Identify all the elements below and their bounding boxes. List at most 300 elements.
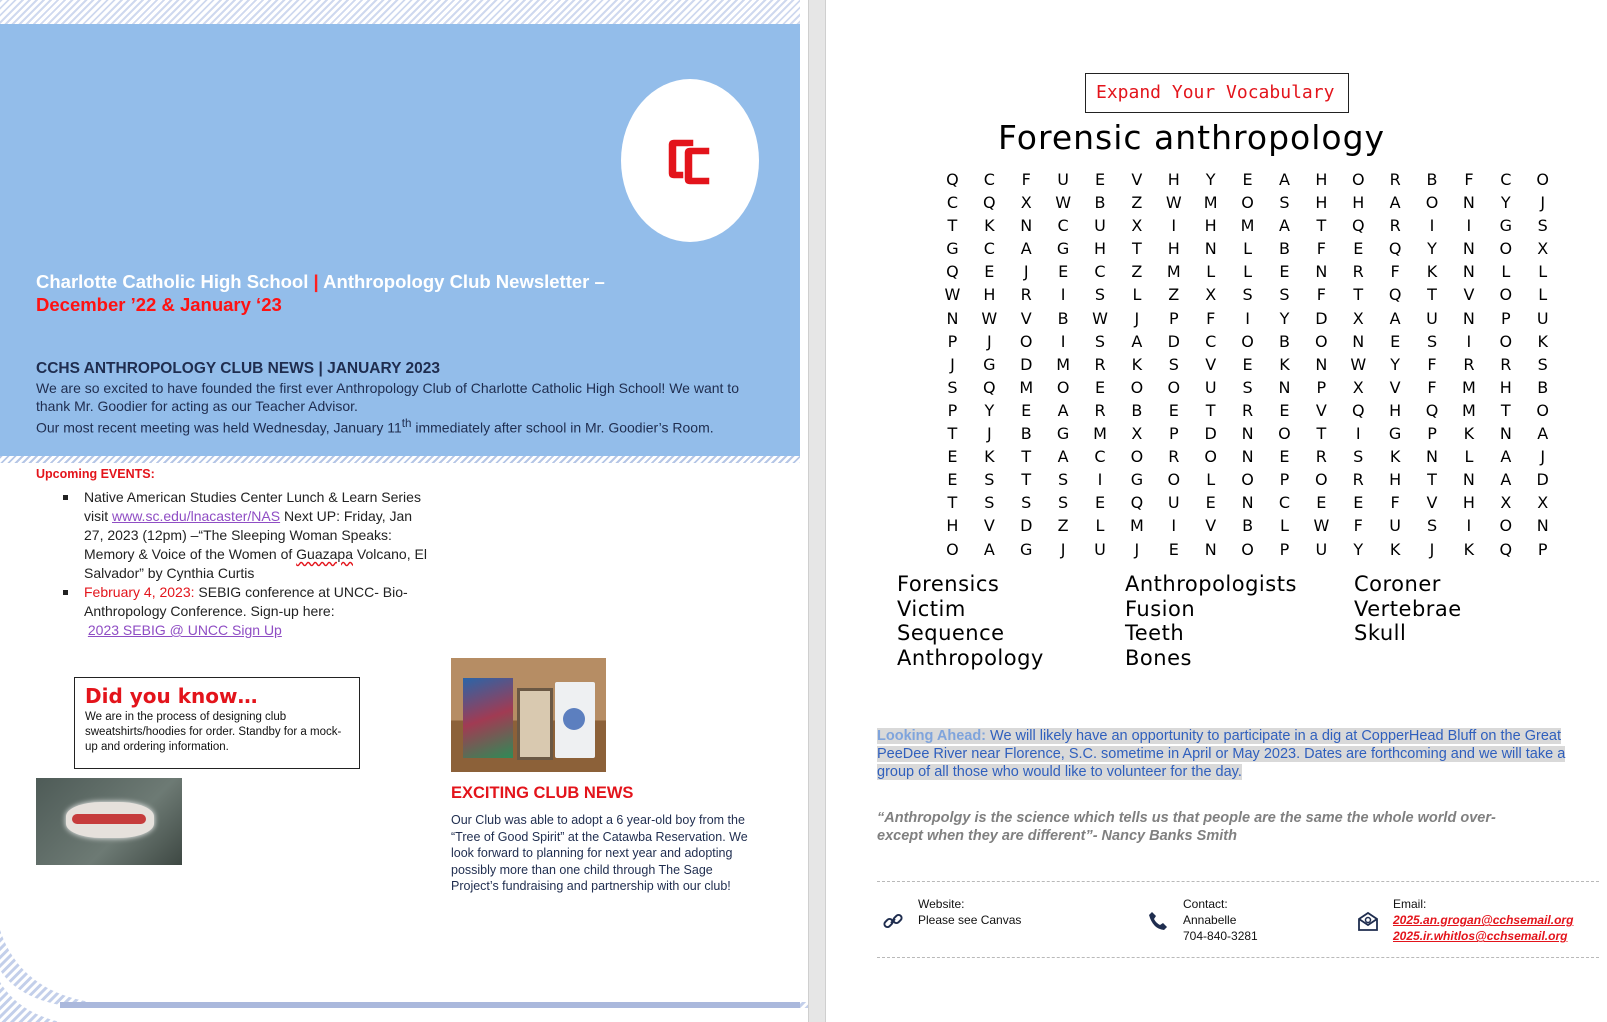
grid-letter: M	[1056, 354, 1071, 374]
grid-letter: O	[1019, 331, 1033, 351]
search-word: Victim	[897, 596, 966, 621]
grid-letter: C	[1205, 331, 1217, 351]
grid-letter: Q	[1499, 539, 1513, 559]
event-item-nasc	[60, 488, 430, 583]
grid-letter: N	[1241, 493, 1254, 513]
grid-letter: O	[1425, 193, 1439, 213]
grid-letter: I	[1171, 216, 1177, 236]
search-word: Bones	[1125, 645, 1192, 670]
grid-row	[934, 307, 1561, 330]
grid-letter: N	[1278, 377, 1291, 397]
grid-letter: M	[1462, 400, 1476, 420]
grid-letter: J	[986, 424, 992, 444]
grid-letter: V	[1426, 493, 1438, 513]
search-word: Anthropology	[897, 645, 1044, 670]
grid-letter: O	[1130, 447, 1144, 467]
grid-row	[934, 468, 1561, 491]
grid-letter: S	[1537, 354, 1548, 374]
grid-letter: E	[1353, 239, 1364, 259]
grid-letter: L	[1538, 262, 1548, 282]
club-news-paragraph-2	[36, 415, 776, 437]
grid-letter: Q	[983, 193, 996, 213]
exciting-news-body: Our Club was able to adopt a 6 year-old boy from the “Tree of Good Spirit” at the Catawba Reservation. We look forward to planning for next year and adopting possibly more than one child through The Sage Project’s fundraising and partnership with our club!	[451, 813, 748, 893]
grid-letter: O	[1536, 400, 1549, 420]
grid-letter: O	[1499, 516, 1513, 536]
hoodie-stripe	[72, 814, 146, 824]
grid-letter: P	[947, 331, 958, 351]
grid-letter: N	[1536, 516, 1549, 536]
grid-letter: R	[1315, 447, 1327, 467]
grid-letter: K	[1389, 447, 1401, 467]
grid-letter: I	[1171, 516, 1177, 536]
grid-letter: K	[1131, 354, 1143, 374]
grid-letter: L	[1464, 447, 1474, 467]
grid-letter: S	[1058, 470, 1069, 490]
grid-letter: B	[1131, 400, 1143, 420]
grid-letter: P	[1279, 470, 1290, 490]
club-news-body	[36, 380, 776, 437]
event-item-sebig	[60, 583, 430, 640]
search-word: Sequence	[897, 621, 1005, 645]
grid-letter: Q	[1425, 400, 1439, 420]
grid-letter: N	[1352, 331, 1365, 351]
ordinal-suffix: th	[401, 417, 412, 430]
grid-letter: O	[1499, 285, 1513, 305]
grid-letter: E	[1094, 170, 1106, 189]
grid-letter: P	[1168, 424, 1179, 444]
grid-letter: H	[1167, 170, 1180, 189]
grid-letter: X	[1500, 493, 1512, 513]
did-you-know-title: Did you know…	[85, 684, 258, 708]
grid-letter: K	[984, 447, 995, 467]
website-block	[918, 896, 1021, 928]
grid-letter: Y	[1353, 539, 1364, 559]
grid-letter: T	[1132, 239, 1142, 259]
grid-letter: Q	[1388, 239, 1402, 259]
grid-letter: X	[1131, 216, 1143, 236]
grid-letter: Q	[1130, 493, 1144, 513]
grid-letter: E	[1390, 331, 1401, 351]
grid-letter: Y	[1500, 193, 1511, 213]
grid-letter: H	[946, 516, 959, 536]
grid-letter: C	[1094, 262, 1106, 282]
grid-letter: S	[984, 470, 995, 490]
grid-letter: T	[1353, 285, 1364, 305]
grid-letter: I	[1466, 216, 1472, 236]
grid-letter: N	[1204, 239, 1217, 259]
grid-letter: J	[1060, 539, 1066, 559]
grid-letter: M	[1462, 377, 1476, 397]
grid-letter: V	[1205, 516, 1217, 536]
grid-letter: O	[1056, 377, 1070, 397]
grid-letter: B	[1094, 193, 1106, 213]
grid-letter: A	[1389, 193, 1401, 213]
grid-letter: K	[1537, 331, 1548, 351]
grid-letter: K	[1463, 539, 1475, 559]
grid-letter: K	[1389, 539, 1401, 559]
grid-letter: D	[1315, 308, 1328, 328]
grid-letter: N	[1462, 262, 1475, 282]
grid-letter: J	[1429, 539, 1435, 559]
mail-icon	[1357, 910, 1379, 932]
grid-letter: O	[1536, 170, 1549, 189]
grid-letter: F	[1427, 354, 1437, 374]
email-link-1[interactable]: 2025.an.grogan@cchsemail.org	[1393, 913, 1574, 927]
grid-letter: E	[1279, 400, 1290, 420]
grid-letter: N	[1315, 262, 1328, 282]
top-decor-stripe	[0, 0, 800, 24]
grid-letter: U	[1167, 493, 1180, 513]
grid-letter: F	[1353, 516, 1363, 536]
title-separator: |	[313, 271, 319, 292]
grid-letter: U	[1389, 516, 1401, 536]
grid-letter: E	[1279, 447, 1290, 467]
grid-letter: T	[947, 424, 958, 444]
grid-row	[934, 399, 1561, 422]
grid-letter: G	[1056, 424, 1070, 444]
grid-letter: C	[1278, 493, 1291, 513]
grid-letter: P	[1279, 539, 1290, 559]
grid-letter: H	[1352, 193, 1365, 213]
grid-letter: Y	[984, 400, 995, 420]
grid-letter: H	[1167, 239, 1180, 259]
grid-letter: E	[947, 447, 958, 467]
search-word: Vertebrae	[1354, 596, 1462, 621]
grid-letter: F	[1021, 170, 1031, 189]
email-label: Email:	[1393, 897, 1427, 911]
grid-letter: S	[947, 377, 958, 397]
grid-letter: W	[944, 285, 961, 305]
newsletter-title	[36, 270, 676, 316]
grid-letter: O	[1278, 424, 1291, 444]
grid-letter: C	[1057, 216, 1069, 236]
grid-letter: N	[1204, 539, 1217, 559]
school-name: Charlotte Catholic High School	[36, 271, 309, 292]
grid-letter: L	[1280, 516, 1289, 536]
grid-letter: S	[1242, 377, 1253, 397]
grid-letter: O	[1315, 470, 1328, 490]
grid-letter: I	[1097, 470, 1103, 490]
grid-letter: I	[1245, 308, 1250, 328]
page-gutter	[808, 0, 826, 1022]
grid-letter: K	[984, 216, 995, 236]
grid-row	[934, 237, 1561, 260]
grid-letter: Q	[1351, 400, 1365, 420]
sebig-signup-link[interactable]: 2023 SEBIG @ UNCC Sign Up	[87, 622, 282, 638]
grid-letter: F	[1464, 170, 1474, 189]
grid-letter: B	[1537, 377, 1549, 397]
grid-row	[934, 191, 1561, 214]
grid-letter: U	[1094, 216, 1106, 236]
grid-letter: U	[1057, 170, 1069, 189]
newsletter-dates: December ’22 & January ‘23	[36, 294, 282, 315]
cc-logo-icon	[664, 133, 716, 189]
grid-letter: O	[1499, 239, 1513, 259]
word-list-column-2	[1125, 572, 1297, 670]
grid-letter: Y	[1390, 354, 1401, 374]
grid-letter: X	[1537, 239, 1549, 259]
grid-letter: O	[1130, 377, 1144, 397]
grid-letter: I	[1466, 516, 1472, 536]
grid-letter: V	[1315, 400, 1327, 420]
grid-letter: N	[1241, 424, 1254, 444]
grid-letter: R	[1389, 216, 1401, 236]
grid-letter: A	[1500, 470, 1512, 490]
banner-edge-stripe	[0, 456, 800, 463]
grid-letter: I	[1429, 216, 1435, 236]
grid-letter: N	[1426, 447, 1438, 467]
grid-letter: I	[1060, 285, 1066, 305]
gift-bag	[555, 682, 595, 758]
meeting-text: Our most recent meeting was held Wednesday, January 11	[36, 419, 402, 436]
grid-letter: N	[1462, 193, 1475, 213]
grid-letter: C	[1500, 170, 1512, 189]
grid-letter: E	[1021, 400, 1032, 420]
search-word: Fusion	[1125, 596, 1196, 621]
grid-letter: I	[1466, 331, 1472, 351]
grid-letter: U	[1536, 308, 1549, 328]
did-you-know-box	[74, 677, 360, 769]
grid-letter: Q	[1351, 216, 1365, 236]
search-word: Teeth	[1125, 621, 1185, 645]
grid-letter: A	[1057, 447, 1069, 467]
club-news-heading: CCHS ANTHROPOLOGY CLUB NEWS | JANUARY 2023	[36, 360, 440, 377]
grid-letter: L	[1501, 262, 1511, 282]
grid-letter: U	[1315, 539, 1328, 559]
grid-letter: R	[1500, 354, 1512, 374]
grid-letter: Q	[946, 170, 959, 189]
grid-letter: O	[1499, 331, 1513, 351]
search-word: Anthropologists	[1125, 572, 1297, 596]
grid-letter: A	[1131, 331, 1143, 351]
hoodie-photo	[36, 778, 182, 865]
grid-letter: G	[983, 354, 996, 374]
grid-letter: B	[1020, 424, 1032, 444]
grid-letter: E	[1168, 400, 1179, 420]
grid-letter: O	[1315, 331, 1328, 351]
grid-letter: T	[1427, 470, 1437, 490]
grid-letter: J	[1134, 539, 1140, 559]
grid-letter: Z	[1131, 262, 1143, 282]
grid-letter: N	[1462, 239, 1475, 259]
grid-letter: X	[1352, 377, 1364, 397]
grid-letter: C	[983, 170, 995, 189]
grid-letter: E	[1168, 539, 1179, 559]
grid-letter: A	[1389, 308, 1401, 328]
grid-letter: R	[1389, 170, 1401, 189]
grid-letter: J	[1023, 262, 1029, 282]
grid-letter: O	[1167, 377, 1181, 397]
grid-letter: B	[1278, 331, 1290, 351]
grid-letter: H	[1204, 216, 1217, 236]
club-news-paragraph-1: We are so excited to have founded the first ever Anthropology Club of Charlotte Catholic High School! We want to thank Mr. Goodier for acting as our Teacher Advisor.	[36, 380, 739, 414]
grid-letter: L	[1206, 262, 1216, 282]
grid-letter: E	[1316, 493, 1327, 513]
grid-letter: X	[1352, 308, 1364, 328]
bottom-curve-decor	[0, 930, 808, 1022]
gift-box	[463, 678, 513, 758]
grid-letter: X	[1537, 493, 1549, 513]
nas-link[interactable]: www.sc.edu/lnacaster/NAS	[112, 508, 281, 524]
grid-letter: A	[1020, 239, 1032, 259]
meeting-text-end: immediately after school in Mr. Goodier’s Room.	[411, 419, 714, 436]
grid-letter: E	[1058, 262, 1069, 282]
grid-letter: E	[1205, 493, 1216, 513]
grid-letter: E	[1094, 493, 1106, 513]
grid-letter: W	[1092, 308, 1108, 328]
grid-letter: T	[1316, 216, 1327, 236]
grid-letter: X	[1020, 193, 1032, 213]
grid-letter: D	[1204, 424, 1217, 444]
grid-letter: N	[1315, 354, 1328, 374]
anthropology-quote: “Anthropolgy is the science which tells us that people are the same the whole world over-except when they are different”- Nancy Banks Smith	[877, 810, 1496, 844]
grid-letter: R	[1463, 354, 1475, 374]
grid-letter: P	[1500, 308, 1511, 328]
grid-letter: N	[1462, 308, 1475, 328]
grid-letter: L	[1243, 262, 1253, 282]
grid-letter: E	[1353, 493, 1364, 513]
grid-letter: D	[1536, 470, 1549, 490]
event-date: February 4, 2023:	[84, 584, 195, 600]
grid-letter: Y	[1427, 239, 1437, 259]
gifts-photo	[451, 658, 606, 772]
grid-letter: Q	[983, 377, 996, 397]
grid-letter: K	[1279, 354, 1290, 374]
grid-letter: V	[1463, 285, 1475, 305]
grid-letter: S	[1094, 331, 1106, 351]
event-text: SEBIG conference at UNCC- Bio-Anthropology Conference. Sign-up here:	[84, 584, 408, 619]
grid-row	[934, 283, 1561, 306]
grid-letter: L	[1206, 470, 1216, 490]
grid-letter: G	[1388, 424, 1402, 444]
grid-letter: V	[983, 516, 995, 536]
grid-letter: B	[1242, 516, 1254, 536]
grid-letter: S	[1242, 285, 1253, 305]
grid-letter: I	[1060, 331, 1066, 351]
grid-letter: G	[1020, 539, 1033, 559]
grid-letter: T	[947, 493, 958, 513]
grid-letter: S	[1353, 447, 1364, 467]
grid-letter: W	[981, 308, 998, 328]
grid-row	[934, 353, 1561, 376]
grid-letter: H	[1389, 470, 1402, 490]
grid-letter: H	[1499, 377, 1512, 397]
word-search-title: Forensic anthropology	[998, 118, 1386, 157]
grid-letter: M	[1166, 262, 1181, 282]
grid-letter: D	[1167, 331, 1180, 351]
grid-letter: W	[1055, 193, 1072, 213]
website-label: Website:	[918, 897, 965, 911]
did-you-know-body: We are in the process of designing club sweatshirts/hoodies for order. Standby for a mock-up and ordering information.	[85, 711, 342, 753]
grid-letter: S	[1058, 493, 1069, 513]
grid-letter: H	[1315, 170, 1328, 189]
grid-letter: M	[1019, 377, 1034, 397]
grid-letter: N	[1241, 447, 1254, 467]
grid-letter: U	[1094, 539, 1106, 559]
email-link-2[interactable]: 2025.ir.whitlos@cchsemail.org	[1393, 929, 1568, 943]
grid-letter: W	[1350, 354, 1367, 374]
grid-letter: S	[1094, 285, 1106, 305]
grid-letter: H	[1389, 400, 1402, 420]
grid-letter: Q	[1388, 285, 1402, 305]
grid-letter: O	[946, 539, 959, 559]
grid-letter: Q	[946, 262, 959, 282]
grid-letter: V	[1131, 170, 1143, 189]
looking-ahead-label: Looking Ahead:	[877, 728, 987, 744]
grid-letter: J	[1540, 193, 1546, 213]
grid-letter: F	[1316, 239, 1326, 259]
grid-row	[934, 538, 1561, 561]
grid-letter: H	[1315, 193, 1328, 213]
grid-letter: G	[946, 239, 959, 259]
grid-letter: F	[1206, 308, 1216, 328]
grid-letter: Y	[1205, 170, 1216, 189]
grid-letter: B	[1057, 308, 1069, 328]
grid-letter: S	[1021, 493, 1032, 513]
word-list-column-3	[1354, 572, 1462, 646]
grid-letter: O	[1241, 539, 1254, 559]
grid-letter: P	[1168, 308, 1179, 328]
school-logo	[621, 79, 759, 242]
grid-letter: P	[1316, 377, 1327, 397]
contact-phone: 704-840-3281	[1183, 929, 1258, 943]
grid-letter: N	[946, 308, 959, 328]
grid-letter: A	[1537, 424, 1549, 444]
spellcheck-word: Guazapa	[296, 546, 353, 562]
grid-letter: P	[1537, 539, 1548, 559]
grid-letter: X	[1131, 424, 1143, 444]
grid-letter: Y	[1279, 308, 1290, 328]
divider-bottom	[877, 957, 1599, 958]
word-list-column-1	[897, 572, 1044, 670]
grid-letter: D	[1020, 516, 1033, 536]
grid-letter: R	[1020, 285, 1032, 305]
grid-letter: E	[1242, 170, 1253, 189]
grid-letter: M	[1093, 424, 1107, 444]
grid-letter: T	[1205, 400, 1216, 420]
grid-letter: W	[1165, 193, 1182, 213]
event-text: Volcano, El Salvador” by Cynthia Curtis	[84, 546, 427, 581]
grid-letter: X	[1205, 285, 1217, 305]
grid-letter: T	[1316, 424, 1327, 444]
grid-letter: S	[1537, 216, 1548, 236]
grid-letter: F	[1390, 262, 1400, 282]
grid-letter: A	[1057, 400, 1069, 420]
grid-letter: G	[1056, 239, 1070, 259]
events-heading: Upcoming EVENTS:	[36, 467, 155, 481]
grid-letter: R	[1352, 262, 1364, 282]
event-text: Next UP: Friday, Jan 27, 2023 (12pm) –“The Sleeping Woman Speaks: Memory & Voice of the Women of	[84, 508, 413, 562]
grid-letter: E	[1094, 377, 1106, 397]
grid-letter: C	[1094, 447, 1106, 467]
grid-letter: E	[1279, 262, 1290, 282]
grid-letter: R	[1168, 447, 1180, 467]
website-value: Please see Canvas	[918, 913, 1022, 927]
grid-letter: E	[1242, 354, 1253, 374]
grid-letter: L	[1243, 239, 1253, 259]
grid-letter: S	[1279, 193, 1290, 213]
grid-letter: M	[1240, 216, 1255, 236]
vocab-label-box: Expand Your Vocabulary	[1085, 73, 1349, 113]
contact-block	[1183, 896, 1258, 944]
grid-letter: T	[1021, 470, 1032, 490]
grid-row	[934, 260, 1561, 283]
grid-letter: A	[1500, 447, 1512, 467]
grid-row	[934, 376, 1561, 399]
grid-letter: F	[1390, 493, 1400, 513]
grid-letter: P	[1427, 424, 1437, 444]
grid-letter: K	[1426, 262, 1438, 282]
